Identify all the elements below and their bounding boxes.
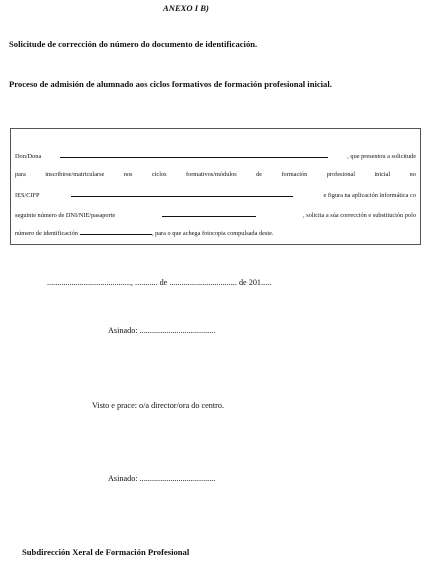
id-current-label: seguinte número de DNI/NIE/pasaporte — [15, 212, 116, 219]
form-line-name — [15, 151, 416, 160]
form-word: ciclos — [151, 171, 167, 178]
form-word: para — [15, 171, 26, 178]
form-word: nos — [123, 171, 133, 178]
id-current-field[interactable] — [162, 210, 256, 217]
form-line-school — [15, 190, 416, 199]
school-field[interactable] — [71, 190, 293, 197]
form-word: inicial — [374, 171, 391, 178]
name-suffix: , que presentou a solicitude — [347, 153, 416, 160]
name-field[interactable] — [60, 151, 328, 158]
name-label: Don/Dona — [15, 153, 42, 160]
document-title: Solicitude de corrección do número do documento de identificación. — [9, 39, 258, 49]
annex-label: ANEXO I B) — [163, 3, 209, 13]
id-current-suffix: , solicita a súa corrección e substitución polo — [303, 212, 416, 219]
form-line-id-new — [15, 228, 416, 237]
form-line-enrol — [15, 171, 416, 178]
id-new-field[interactable] — [80, 228, 152, 235]
form-word: de — [256, 171, 263, 178]
footer-department: Subdirección Xeral de Formación Profesional — [22, 547, 190, 557]
document-subtitle: Proceso de admisión de alumnado aos ciclos formativos de formación profesional inicial. — [9, 79, 332, 89]
school-label: IES/CIFP — [15, 192, 40, 199]
form-word: profesional — [326, 171, 356, 178]
place-date-line: ........................................., ........... de ................................. de 201..... — [47, 278, 272, 287]
director-signature-line: Asinado: ..................................... — [108, 474, 216, 483]
form-word: formación — [281, 171, 308, 178]
form-word: formativos/módulos — [185, 171, 237, 178]
form-line-id-current — [15, 210, 416, 219]
id-new-suffix: , para o que achega fotocopia compulsada deste. — [151, 230, 274, 237]
form-word: no — [409, 171, 416, 178]
applicant-signature-line: Asinado: ..................................... — [108, 326, 216, 335]
school-suffix: e figura na aplicación informática co — [323, 192, 416, 199]
form-word: inscribirse/matricularse — [45, 171, 105, 178]
request-form-box — [10, 128, 421, 245]
id-new-label: número de identificación — [15, 230, 78, 237]
director-approval-label: Visto e prace: o/a director/ora do centro. — [92, 401, 225, 410]
